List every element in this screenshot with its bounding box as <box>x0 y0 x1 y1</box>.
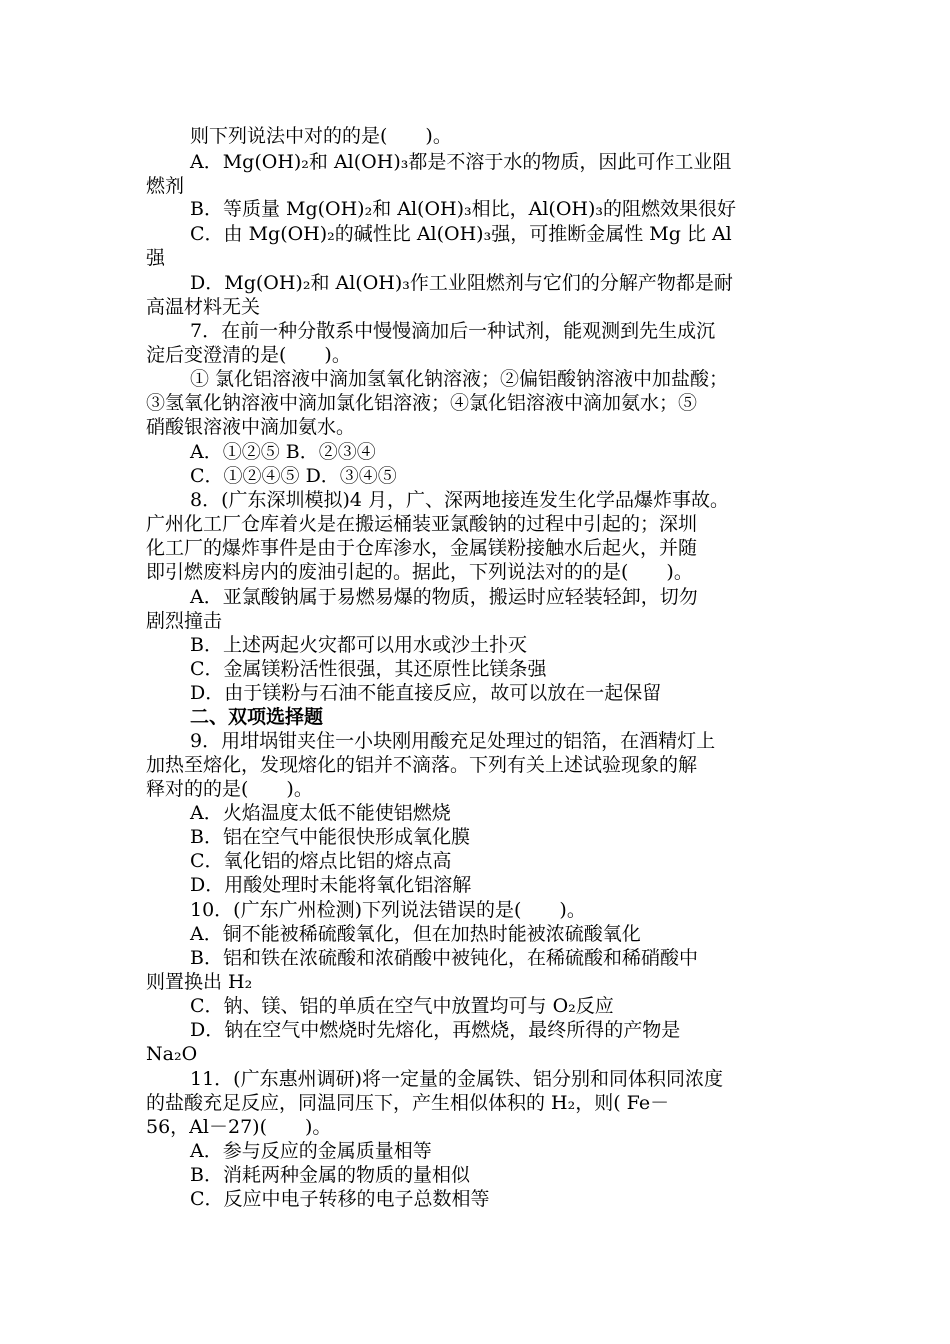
option-c-q6-cont: 强 <box>146 247 166 269</box>
question-11-cont: 的盐酸充足反应，同温同压下，产生相似体积的 H₂，则( Fe－ <box>146 1092 670 1114</box>
option-d-q10: D．钠在空气中燃烧时先熔化，再燃烧，最终所得的产物是 <box>190 1019 681 1041</box>
option-a-q9: A．火焰温度太低不能使铝燃烧 <box>190 802 451 824</box>
question-8-cont: 化工厂的爆炸事件是由于仓库渗水，金属镁粉接触水后起火，并随 <box>146 537 698 559</box>
option-cd-q7: C．①②④⑤ D．③④⑤ <box>190 465 397 487</box>
option-a-q10: A．铜不能被稀硫酸氧化，但在加热时能被浓硫酸氧化 <box>190 923 641 945</box>
option-d-q6: D．Mg(OH)₂和 Al(OH)₃作工业阻燃剂与它们的分解产物都是耐 <box>190 272 733 294</box>
option-c-q10: C．钠、镁、铝的单质在空气中放置均可与 O₂反应 <box>190 995 614 1017</box>
question-7: 7．在前一种分散系中慢慢滴加后一种试剂，能观测到先生成沉 <box>190 320 716 342</box>
question-11-cont: 56，Al－27)( )。 <box>146 1116 332 1138</box>
option-a-q11: A．参与反应的金属质量相等 <box>190 1140 432 1162</box>
option-d-q8: D．由于镁粉与石油不能直接反应，故可以放在一起保留 <box>190 682 662 704</box>
option-b-q9: B．铝在空气中能很快形成氧化膜 <box>190 826 470 848</box>
question-8-cont: 即引燃废料房内的废油引起的。据此，下列说法对的的是( )。 <box>146 561 693 583</box>
question-8-cont: 广州化工厂仓库着火是在搬运桶装亚氯酸钠的过程中引起的；深圳 <box>146 513 698 535</box>
question-7-items: ① 氯化铝溶液中滴加氢氧化钠溶液；②偏铝酸钠溶液中加盐酸； <box>190 368 729 390</box>
question-stem-line: 则下列说法中对的的是( )。 <box>190 125 452 147</box>
option-d-q6-cont: 高温材料无关 <box>146 296 261 318</box>
option-a-q6-cont: 燃剂 <box>146 175 185 197</box>
option-c-q11: C．反应中电子转移的电子总数相等 <box>190 1188 490 1210</box>
option-b-q8: B．上述两起火灾都可以用水或沙土扑灭 <box>190 634 527 656</box>
option-b-q6: B．等质量 Mg(OH)₂和 Al(OH)₃相比，Al(OH)₃的阻燃效果很好 <box>190 198 737 220</box>
question-8: 8．(广东深圳模拟)4 月，广、深两地接连发生化学品爆炸事故。 <box>190 489 730 511</box>
option-d-q9: D．用酸处理时未能将氧化铝溶解 <box>190 874 472 896</box>
option-d-q10-cont: Na₂O <box>146 1043 198 1065</box>
option-b-q10: B．铝和铁在浓硫酸和浓硝酸中被钝化，在稀硫酸和稀硝酸中 <box>190 947 698 969</box>
question-7-items-cont: 硝酸银溶液中滴加氨水。 <box>146 416 356 438</box>
option-a-q8-cont: 剧烈撞击 <box>146 610 223 632</box>
question-7-cont: 淀后变澄清的是( )。 <box>146 344 351 366</box>
question-9-cont: 释对的的是( )。 <box>146 778 313 800</box>
option-a-q6: A．Mg(OH)₂和 Al(OH)₃都是不溶于水的物质，因此可作工业阻 <box>190 151 732 173</box>
question-9-cont: 加热至熔化，发现熔化的铝并不滴落。下列有关上述试验现象的解 <box>146 754 698 776</box>
question-10: 10．(广东广州检测)下列说法错误的是( )。 <box>190 899 586 921</box>
option-a-q8: A．亚氯酸钠属于易燃易爆的物质，搬运时应轻装轻卸，切勿 <box>190 586 698 608</box>
question-11: 11．(广东惠州调研)将一定量的金属铁、铝分别和同体积同浓度 <box>190 1068 724 1090</box>
option-c-q6: C．由 Mg(OH)₂的碱性比 Al(OH)₃强，可推断金属性 Mg 比 Al <box>190 223 732 245</box>
option-b-q10-cont: 则置换出 H₂ <box>146 971 253 993</box>
question-9: 9．用坩埚钳夹住一小块刚用酸充足处理过的铝箔，在酒精灯上 <box>190 730 716 752</box>
question-7-items-cont: ③氢氧化钠溶液中滴加氯化铝溶液；④氯化铝溶液中滴加氨水；⑤ <box>146 392 698 414</box>
option-b-q11: B．消耗两种金属的物质的量相似 <box>190 1164 470 1186</box>
section-heading: 二、双项选择题 <box>190 706 324 728</box>
option-c-q8: C．金属镁粉活性很强，其还原性比镁条强 <box>190 658 547 680</box>
option-ab-q7: A．①②⑤ B．②③④ <box>190 441 376 463</box>
option-c-q9: C．氧化铝的熔点比铝的熔点高 <box>190 850 452 872</box>
